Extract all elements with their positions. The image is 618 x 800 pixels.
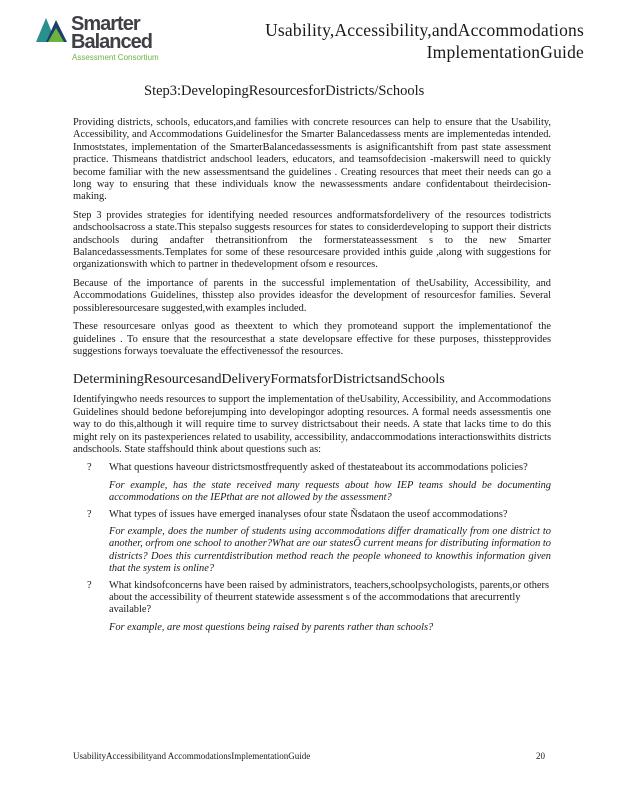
list-item [73,462,551,504]
question-text: What kindsofconcerns have been raised by administrators, teachers,schoolpsychologists, parents,or others about the accessibility of theurrent statewide assessment s of the accommodations that arecurrently available? [109,579,550,616]
document-title [265,19,584,63]
smarter-balanced-logo [34,14,184,64]
logo-text-balanced: Balanced [71,31,152,53]
logo-text-consortium: Assessment Consortium [72,53,159,62]
paragraph: Step 3 provides strategies for identifying needed resources andformatsfordelivery of the resources todistricts andschoolsacross a state.This stepalso suggests resources for states to considerdeveloping to support their districts andschools during andafter thetransitionfrom the formerstateassessment s to the new Smarter Balancedassessments.Templates for some of these resourcesare provided inthis guide ,along with suggestions for organizationswith which to partner in thedevelopment ofsom e resources. [73,209,551,271]
document-title-line2: ImplementationGuide [426,42,584,62]
logo-triangles-icon [34,14,70,44]
example-text: For example, has the state received many requests about how IEP teams should be documenting accommodations on the IEPthat are not allowed by the assessment? [109,479,551,504]
question-text: What types of issues have emerged inanalyses ofour state Ñsdataon the useof accommodations? [109,508,508,520]
question-list [73,462,551,634]
list-item [73,509,551,576]
footer-title: UsabilityAccessibilityand AccommodationsImplementationGuide [73,751,311,761]
paragraph: Because of the importance of parents in the successful implementation of theUsability, Accessibility, and Accommodations Guidelines, thisstep also provides ideasfor the development of resourcesfor families. Several possibleresourcesare suggested,with examples included. [73,277,551,314]
list-item [73,580,551,635]
subheading: DeterminingResourcesandDeliveryFormatsforDistrictsandSchools [73,372,445,388]
page-body [73,117,551,638]
bullet-icon: ? [87,462,92,474]
page-number: 20 [536,751,545,761]
intro-paragraph: Identifyingwho needs resources to support the implementation of theUsability, Accessibility, and Accommodations Guidelines should bedone beforejumping into developingor adopting resources. A formal needs assessmentis one way to do this,although it will require time to survey districtsabout their needs. A state that lacks time to do this might rely on its pastexperiences related to usability, accessibility, andaccommodations interactionswithits districts andschools. State staffshould think about questions such as: [73,394,551,455]
bullet-icon: ? [87,508,92,520]
bullet-icon: ? [87,579,92,591]
section-heading: Step3:DevelopingResourcesforDistricts/Schools [144,83,425,99]
logo-text-smarter: Smarter [71,13,140,35]
paragraph: Providing districts, schools, educators,and families with concrete resources can help to ensure that the Usability, Accessibility, and Accommodations Guidelinesfor the Smarter Balancedassess ments are implementedas intended. Inmoststates, implementation of the SmarterBalancedassessments is asignificantshift from past state assessment practice. Thismeans thatdistrict andschool leaders, educators, and teamsofdecision -makerswill need to quickly become familiar with the new assessmentsand the guidelines . Creating resources that meet their needs can go a long way to ensuring that these individuals know the newassessments andare confidentabout theirdecision-making. [73,117,551,203]
paragraph: These resourcesare onlyas good as theextent to which they promoteand support the implementationof the guidelines . To ensure that the resourcesthat a state developsare effective for these purposes, thisstepprovides suggestions forways toevaluate the effectivenessof the resources. [73,321,551,357]
question-text: What questions haveour districtsmostfrequently asked of thestateabout its accommodations policies? [109,462,528,474]
document-title-line1: Usability,Accessibility,andAccommodations [265,20,584,40]
example-text: For example, are most questions being raised by parents rather than schools? [109,621,434,633]
page-footer [73,751,545,761]
example-text: For example, does the number of students using accommodations differ dramatically from one district to another, orfrom one school to another?What are our statesÕ current means for distributing information to districts? Does this currentdistribution method reach the people whoneed to knowthis information given that the system is online? [109,525,551,575]
